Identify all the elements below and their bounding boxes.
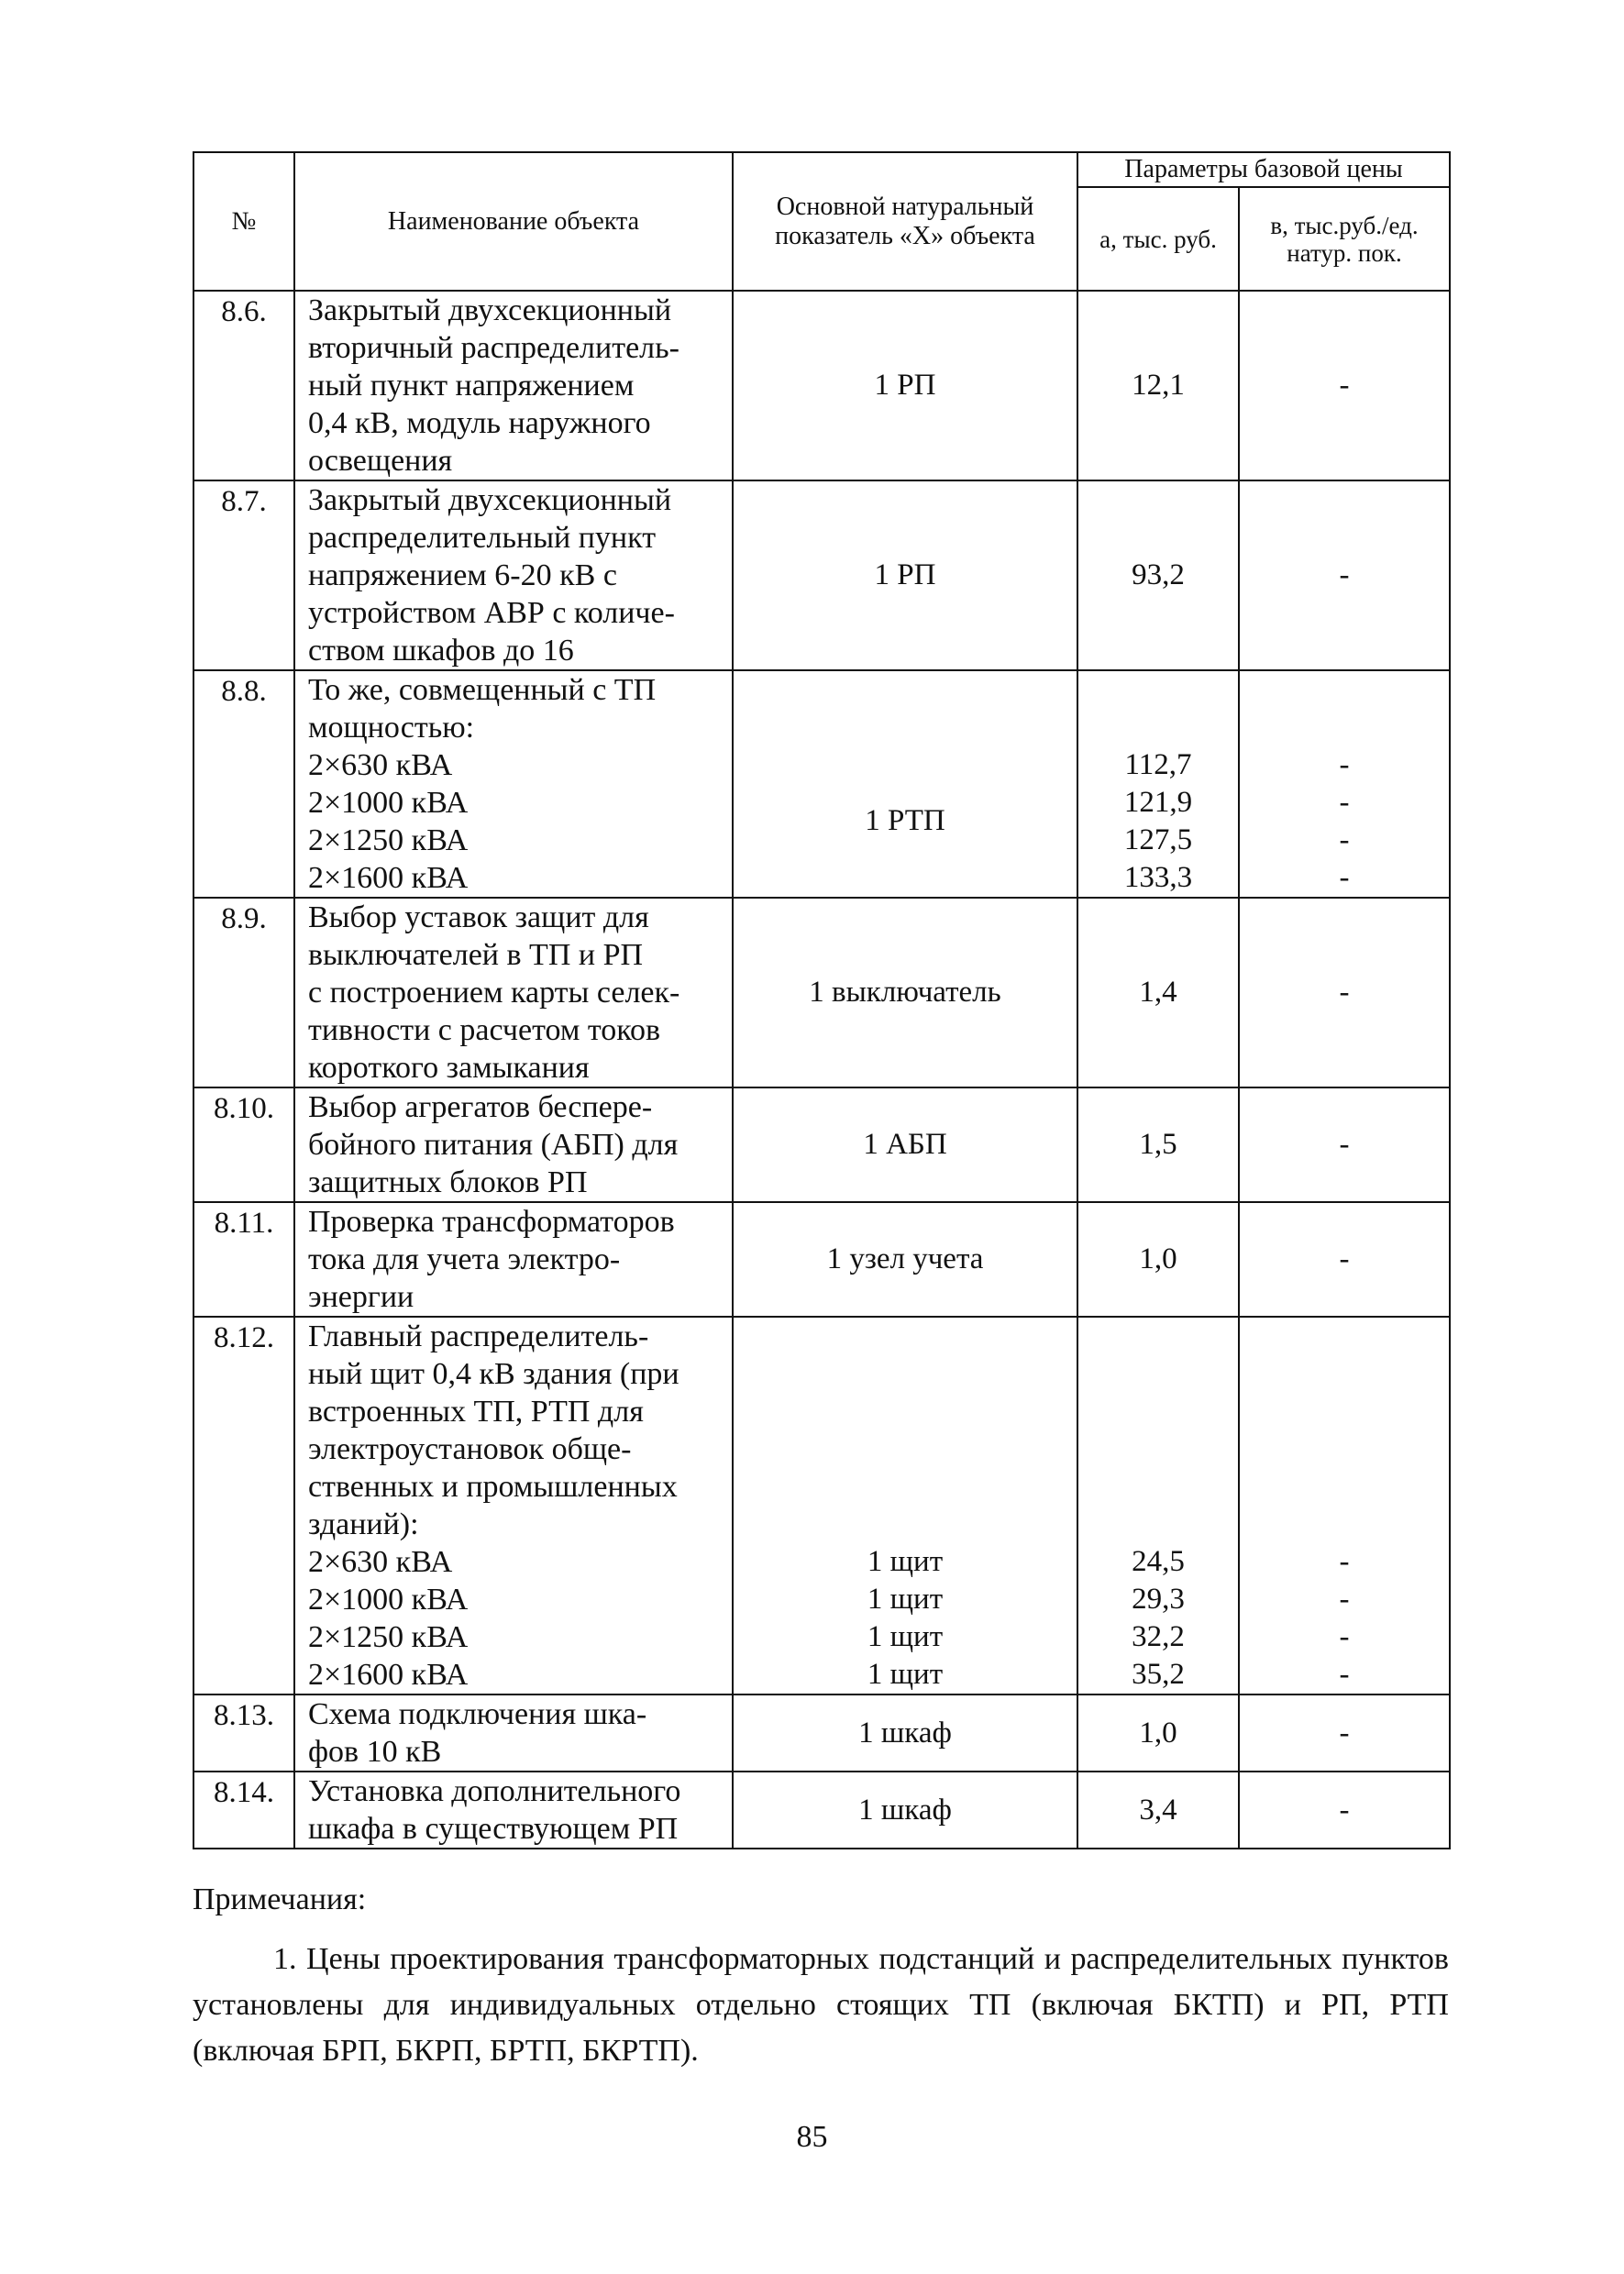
name-line: встроенных ТП, РТП для (308, 1395, 644, 1429)
row-param-b: - (1239, 1694, 1450, 1772)
name-line: тока для учета электро- (308, 1242, 621, 1276)
name-line: Установка дополнительного (308, 1774, 681, 1808)
name-line: короткого замыкания (308, 1051, 590, 1085)
name-line: бойного питания (АБП) для (308, 1128, 679, 1162)
row-name (294, 670, 733, 898)
name-line: ный пункт напряжением (308, 369, 635, 403)
row-param-a: 1,0 (1077, 1694, 1239, 1772)
row-indicator: 1 РТП (733, 670, 1077, 898)
table-row (193, 291, 1450, 480)
row-param-b-value: - (1339, 861, 1350, 894)
name-line: 2×1600 кВА (308, 861, 469, 895)
price-table (193, 151, 1451, 1849)
name-line: 2×1000 кВА (308, 1583, 469, 1617)
row-indicator-value: 1 щит (867, 1658, 944, 1691)
table-row (193, 898, 1450, 1087)
row-indicator (733, 1317, 1077, 1694)
row-param-a (1077, 1317, 1239, 1694)
name-line: фов 10 кВ (308, 1735, 442, 1769)
row-number: 8.12. (193, 1317, 294, 1694)
name-line: То же, совмещенный с ТП (308, 673, 657, 707)
row-param-b: - (1239, 898, 1450, 1087)
name-line: Закрытый двухсекционный (308, 293, 672, 327)
row-name (294, 1087, 733, 1202)
table-row (193, 1694, 1450, 1772)
name-line: Проверка трансформаторов (308, 1205, 675, 1239)
row-number: 8.9. (193, 898, 294, 1087)
row-param-a-value: 35,2 (1132, 1658, 1185, 1691)
table-row (193, 1317, 1450, 1694)
row-number: 8.13. (193, 1694, 294, 1772)
row-param-b-value: - (1339, 1658, 1350, 1691)
row-number: 8.8. (193, 670, 294, 898)
row-param-b-value: - (1339, 1583, 1350, 1616)
table-row (193, 1772, 1450, 1849)
row-param-a: 1,5 (1077, 1087, 1239, 1202)
name-line: 2×1250 кВА (308, 823, 469, 857)
table-row (193, 480, 1450, 670)
name-line: 2×630 кВА (308, 748, 453, 782)
row-indicator: 1 шкаф (733, 1694, 1077, 1772)
row-number: 8.6. (193, 291, 294, 480)
page-number: 85 (796, 2120, 828, 2154)
name-line: 2×630 кВА (308, 1545, 453, 1579)
row-param-a: 1,0 (1077, 1202, 1239, 1317)
row-param-a-value: 29,3 (1132, 1583, 1185, 1616)
header-params-group: Параметры базовой цены (1077, 152, 1450, 187)
row-indicator-value: 1 щит (867, 1545, 944, 1578)
name-line: 2×1000 кВА (308, 786, 469, 820)
row-param-b: - (1239, 480, 1450, 670)
row-param-b-value: - (1339, 1545, 1350, 1578)
row-param-a: 12,1 (1077, 291, 1239, 480)
row-name (294, 1772, 733, 1849)
row-param-a-value: 112,7 (1124, 748, 1192, 781)
row-param-a: 3,4 (1077, 1772, 1239, 1849)
row-param-b: - (1239, 1087, 1450, 1202)
table-row (193, 1087, 1450, 1202)
row-number: 8.11. (193, 1202, 294, 1317)
row-indicator: 1 узел учета (733, 1202, 1077, 1317)
row-param-b-value: - (1339, 1620, 1350, 1653)
name-line: выключателей в ТП и РП (308, 938, 644, 972)
row-param-a-value: 32,2 (1132, 1620, 1185, 1653)
row-param-b-value: - (1339, 786, 1350, 819)
name-line: вторичный распределитель- (308, 331, 679, 365)
row-param-a: 1,4 (1077, 898, 1239, 1087)
name-line: Главный распределитель- (308, 1319, 649, 1353)
name-line: ный щит 0,4 кВ здания (при (308, 1357, 679, 1391)
name-line: 0,4 кВ, модуль наружного (308, 406, 651, 440)
row-name (294, 480, 733, 670)
name-line: энергии (308, 1280, 414, 1314)
header-name: Наименование объекта (294, 152, 733, 291)
row-param-b: - (1239, 1772, 1450, 1849)
row-param-b: - (1239, 291, 1450, 480)
name-line: напряжением 6-20 кВ с (308, 558, 617, 592)
row-indicator: 1 РП (733, 291, 1077, 480)
name-line: распределительный пункт (308, 521, 657, 555)
header-param-b: в, тыс.руб./ед. натур. пок. (1239, 187, 1450, 291)
row-indicator-value: 1 щит (867, 1620, 944, 1653)
name-line: Выбор агрегатов беспере- (308, 1090, 653, 1124)
row-param-a-value: 24,5 (1132, 1545, 1185, 1578)
name-line: ственных и промышленных (308, 1470, 678, 1504)
name-line: Выбор уставок защит для (308, 900, 649, 934)
row-number: 8.7. (193, 480, 294, 670)
row-param-b (1239, 670, 1450, 898)
name-line: 2×1250 кВА (308, 1620, 469, 1654)
row-param-a (1077, 670, 1239, 898)
row-name (294, 1202, 733, 1317)
name-line: защитных блоков РП (308, 1165, 588, 1199)
note-item: 1. Цены проектирования трансформаторных подстанций и распределительных пунктов установлены для индивидуальных отдельно стоящих ТП (включая БКТП) и РП, РТП (включая БРП, БКРП, БРТП, БКРТП). (193, 1942, 1449, 2068)
name-line: электроустановок обще- (308, 1432, 632, 1466)
row-number: 8.10. (193, 1087, 294, 1202)
row-param-b-value: - (1339, 823, 1350, 856)
row-param-b: - (1239, 1202, 1450, 1317)
header-param-a: а, тыс. руб. (1077, 187, 1239, 291)
row-indicator: 1 выключатель (733, 898, 1077, 1087)
notes-title: Примечания: (193, 1882, 367, 1916)
row-param-a-value: 133,3 (1123, 861, 1193, 894)
row-name (294, 291, 733, 480)
name-line: с построением карты селек- (308, 976, 680, 1010)
name-line: шкафа в существующем РП (308, 1812, 679, 1846)
table-body (193, 291, 1450, 1849)
row-param-a: 93,2 (1077, 480, 1239, 670)
table-row (193, 670, 1450, 898)
name-line: Закрытый двухсекционный (308, 483, 672, 517)
header-indicator: Основной натуральный показатель «Х» объекта (733, 152, 1077, 291)
row-name (294, 1317, 733, 1694)
row-indicator: 1 шкаф (733, 1772, 1077, 1849)
row-indicator-value: 1 щит (867, 1583, 944, 1616)
row-param-b-value: - (1339, 748, 1350, 781)
row-param-a-value: 121,9 (1123, 786, 1193, 819)
row-param-a-value: 127,5 (1123, 823, 1193, 856)
header-num: № (193, 152, 294, 291)
name-line: мощностью: (308, 711, 475, 745)
row-indicator: 1 АБП (733, 1087, 1077, 1202)
name-line: ством шкафов до 16 (308, 634, 574, 668)
name-line: зданий): (308, 1507, 419, 1541)
row-indicator: 1 РП (733, 480, 1077, 670)
name-line: тивности с расчетом токов (308, 1013, 661, 1047)
name-line: устройством АВР с количе- (308, 596, 675, 630)
name-line: 2×1600 кВА (308, 1658, 469, 1692)
row-number: 8.14. (193, 1772, 294, 1849)
row-param-b (1239, 1317, 1450, 1694)
table-row (193, 1202, 1450, 1317)
row-name (294, 1694, 733, 1772)
row-name (294, 898, 733, 1087)
name-line: Схема подключения шка- (308, 1697, 647, 1731)
name-line: освещения (308, 444, 453, 478)
